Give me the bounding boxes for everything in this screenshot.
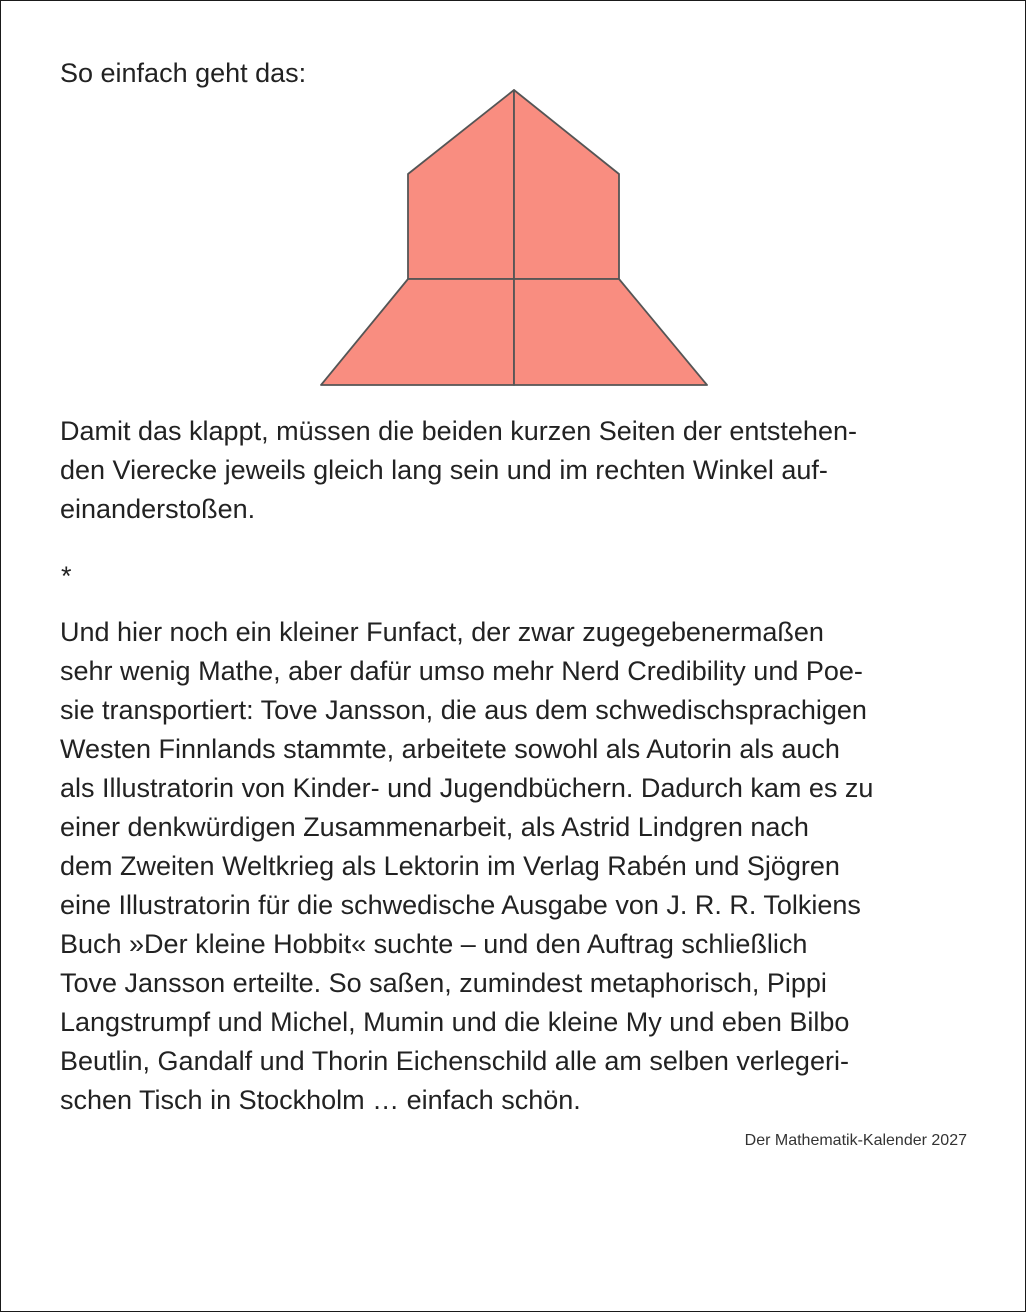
lower-left-piece — [321, 279, 514, 385]
lower-right-piece — [514, 279, 707, 385]
upper-right-piece — [514, 90, 619, 279]
paragraph2-line: Westen Finnlands stammte, arbeitete sowohl als Autorin als auch — [60, 734, 840, 764]
paragraph2-line: Tove Jansson erteilte. So saßen, zumindest metaphorisch, Pippi — [60, 968, 827, 998]
paragraph1-line: einanderstoßen. — [60, 494, 256, 524]
paragraph1-line: den Vierecke jeweils gleich lang sein und im rechten Winkel auf- — [60, 455, 828, 485]
paragraph2-line: als Illustratorin von Kinder- und Jugendbüchern. Dadurch kam es zu — [60, 773, 874, 803]
paragraph2-line: Buch »Der kleine Hobbit« suchte – und den Auftrag schließlich — [60, 929, 808, 959]
page-footer: Der Mathematik-Kalender 2027 — [744, 1132, 967, 1149]
intro-text: So einfach geht das: — [60, 58, 307, 88]
upper-left-piece — [408, 90, 514, 279]
paragraph2-line: dem Zweiten Weltkrieg als Lektorin im Verlag Rabén und Sjögren — [60, 851, 840, 881]
paragraph2-line: schen Tisch in Stockholm … einfach schön. — [60, 1085, 581, 1115]
paragraph2-line: einer denkwürdigen Zusammenarbeit, als Astrid Lindgren nach — [60, 812, 809, 842]
house-shape-figure — [319, 87, 711, 389]
paragraph2-line: Langstrumpf und Michel, Mumin und die kleine My und eben Bilbo — [60, 1007, 850, 1037]
paragraph2-line: Und hier noch ein kleiner Funfact, der zwar zugegebenermaßen — [60, 617, 824, 647]
paragraph2-line: sie transportiert: Tove Jansson, die aus dem schwedischsprachigen — [60, 695, 867, 725]
paragraph2-line: Beutlin, Gandalf und Thorin Eichenschild alle am selben verlegeri- — [60, 1046, 849, 1076]
paragraph2-line: sehr wenig Mathe, aber dafür umso mehr Nerd Credibility und Poe- — [60, 656, 863, 686]
paragraph2-line: eine Illustratorin für die schwedische Ausgabe von J. R. R. Tolkiens — [60, 890, 861, 920]
figure-pieces — [321, 90, 707, 385]
section-separator: * — [61, 561, 72, 591]
paragraph1-line: Damit das klappt, müssen die beiden kurzen Seiten der entstehen- — [60, 416, 857, 446]
